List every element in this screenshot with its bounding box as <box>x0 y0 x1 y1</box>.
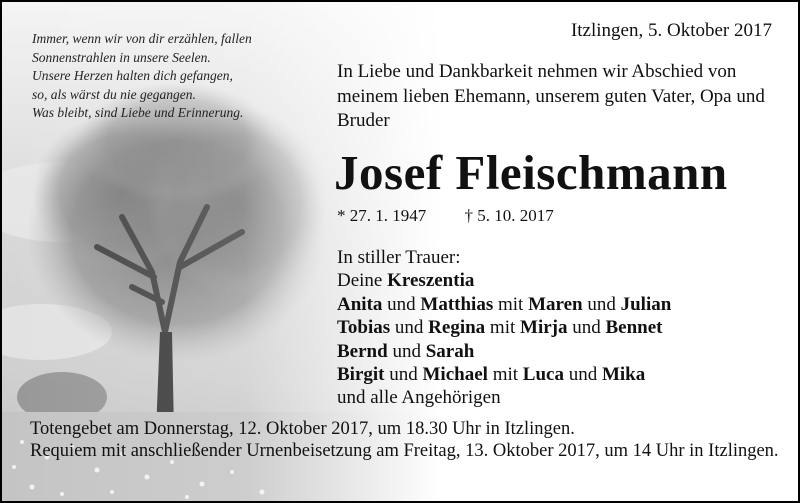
mourner-name: Michael <box>422 364 488 386</box>
mourner-name: Birgit <box>337 364 385 386</box>
mourner-connector: und <box>563 364 602 386</box>
poem-line: Unsere Herzen halten dich gefangen, <box>32 68 233 83</box>
mourner-name: Bernd <box>337 340 388 362</box>
mourner-connector: mit <box>485 317 521 339</box>
place-date: Itzlingen, 5. Oktober 2017 <box>570 20 772 41</box>
mourner-line <box>337 269 671 292</box>
prayer-service: Totengebet am Donnerstag, 12. Oktober 2017, um 18.30 Uhr in Itzlingen. <box>30 419 575 439</box>
mourner-line <box>337 386 671 409</box>
mourner-connector: und <box>567 317 606 339</box>
poem-line: so, als wärst du nie gegangen. <box>32 86 196 102</box>
mourner-connector: und <box>387 340 426 362</box>
mourners-list <box>337 269 671 409</box>
deceased-name: Josef Fleischmann <box>334 145 728 200</box>
poem-line: Immer, wenn wir von dir erzählen, fallen <box>32 31 252 46</box>
mourner-name: Mika <box>601 364 646 386</box>
mourner-connector: mit <box>493 293 529 315</box>
poem-line: Was bleibt, sind Liebe und Erinnerung. <box>32 105 244 120</box>
mourner-name: Anita <box>337 293 383 315</box>
death-date: † 5. 10. 2017 <box>464 206 554 225</box>
mourner-connector: und <box>390 317 429 339</box>
mourners-block <box>337 246 671 410</box>
mourner-connector: mit <box>487 364 523 386</box>
mourner-name: Sarah <box>425 340 475 362</box>
mourner-connector: Deine <box>337 270 388 292</box>
mourner-connector: und <box>582 293 621 315</box>
mourner-name: Regina <box>428 317 486 339</box>
mourner-line <box>337 363 671 386</box>
mourner-name: Mirja <box>520 317 568 339</box>
intro-text: In Liebe und Dankbarkeit nehmen wir Abschied von meinem lieben Ehemann, unserem guten Vater, Opa und Bruder <box>337 61 765 131</box>
life-dates <box>337 206 554 226</box>
mourner-name: Luca <box>522 364 564 386</box>
mourner-name: Tobias <box>337 317 391 339</box>
birth-date: * 27. 1. 1947 <box>337 206 427 225</box>
mourner-name: Matthias <box>420 293 494 315</box>
mourner-line <box>337 293 671 316</box>
mourner-line <box>337 316 671 339</box>
funeral-info <box>30 418 790 462</box>
poem <box>32 30 322 123</box>
mourners-heading: In stiller Trauer: <box>337 247 461 268</box>
mourner-connector: und <box>382 293 421 315</box>
requiem-service: Requiem mit anschließender Urnenbeisetzung am Freitag, 13. Oktober 2017, um 14 Uhr in Itzlingen. <box>30 441 779 461</box>
mourner-name: Bennet <box>605 317 663 339</box>
mourner-name: Julian <box>620 293 672 315</box>
poem-line: Sonnenstrahlen in unsere Seelen. <box>32 49 211 65</box>
mourner-name: Kreszentia <box>387 270 475 292</box>
mourner-connector: und <box>384 364 423 386</box>
mourner-name: Maren <box>528 293 583 315</box>
mourner-line <box>337 340 671 363</box>
mourner-connector: und alle Angehörigen <box>337 387 501 409</box>
